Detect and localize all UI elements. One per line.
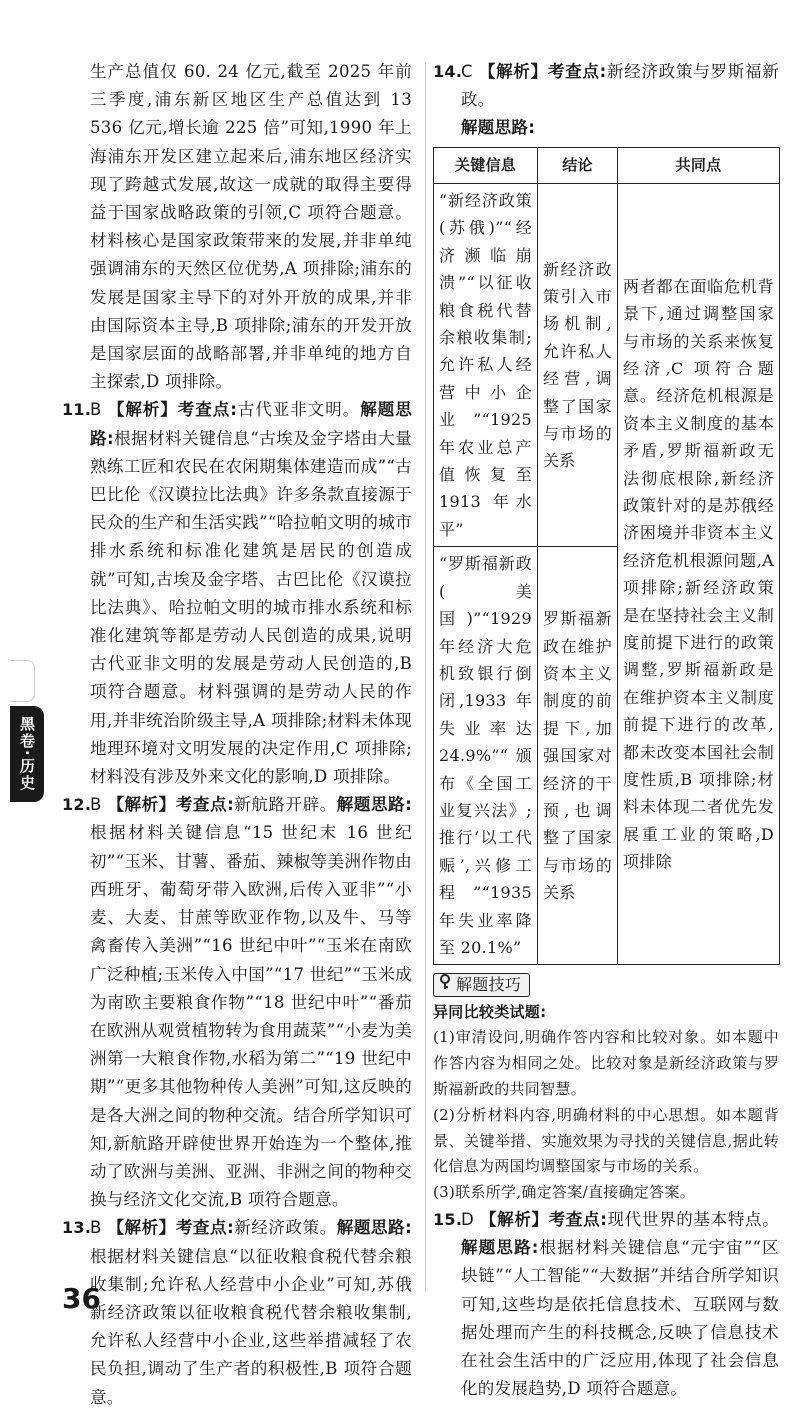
solution-text: 根据材料关键信息“元宇宙”“区块链”“人工智能”“大数据”并结合所学知识可知,这些均是依托信息技术、互联网与数据处理而产生的科技概念,反映了信息技术在社会生活中的广泛应用,体现了社会信息化的发展趋势,D 项符合题意。 xyxy=(461,1238,779,1399)
question-number: 14. xyxy=(433,62,463,81)
key-info-cell: “新经济政策(苏俄)”“经济濒临崩溃”“以征收粮食税代替余粮收集制;允许私人经营中小企业”“1925 年农业总产值恢复至 1913 年水平” xyxy=(434,184,538,547)
knowledge-point: 古代亚非文明。 xyxy=(237,400,361,420)
analysis-tag: 【解析】 xyxy=(479,1209,549,1229)
answer-letter: B xyxy=(90,1218,102,1238)
solution-text: 根据材料关键信息“以征收粮食税代替余粮收集制;允许私人经营中小企业”可知,苏俄新经济政策以征收粮食税代替余粮收集制,允许私人经营中小企业,这些举措减轻了农民负担,调动了生产者的积极性,B 项符合题意。 xyxy=(90,1246,412,1407)
solution-label: 解题思路: xyxy=(336,1218,412,1238)
question-number: 12. xyxy=(62,795,92,815)
header-common-point: 共同点 xyxy=(618,147,780,183)
question-number: 11. xyxy=(62,400,92,420)
right-column xyxy=(433,58,779,1403)
tip-body xyxy=(433,1000,779,1206)
table-row xyxy=(434,184,780,547)
key-info-cell: “罗斯福新政(美国)”“1929 年经济大危机致银行倒闭,1933 年失业率达 24.9%”“颁布《全国工业复兴法》;推行‘以工代赈’,兴修工程”“1935 年失业率降至 20.1%” xyxy=(434,547,538,965)
answer-letter: B xyxy=(90,795,102,815)
question-12 xyxy=(62,791,412,1214)
tip-label xyxy=(433,973,530,997)
side-label: 黑卷·历史 xyxy=(10,706,44,802)
knowledge-point: 新经济政策。 xyxy=(233,1218,337,1238)
tip-step-1: (1)审清设问,明确作答内容和比较对象。如本题中作答内容为相同之处。比较对象是新经济政策与罗斯福新政的共同智慧。 xyxy=(433,1028,779,1098)
question-number: 13. xyxy=(62,1218,92,1238)
knowledge-point-label: 考查点: xyxy=(177,400,238,420)
answer-letter: D xyxy=(461,1209,475,1229)
key-icon xyxy=(438,974,452,996)
conclusion-cell: 罗斯福新政在维护资本主义制度的前提下,加强国家对经济的干预,也调整了国家与市场的关系 xyxy=(538,547,618,965)
left-column xyxy=(62,58,412,1412)
question-11 xyxy=(62,396,412,791)
table-header-row xyxy=(434,147,780,183)
solution-label: 解题思路: xyxy=(336,795,412,815)
column-divider xyxy=(425,62,426,1292)
knowledge-point: 新航路开辟。 xyxy=(233,795,337,815)
solution-text: 根据材料关键信息“15 世纪末 16 世纪初”“玉米、甘薯、番茄、辣椒等美洲作物由西班牙、葡萄牙带入欧洲,后传入亚非”“小麦、大麦、甘蔗等欧亚作物,以及牛、马等禽畜传入美洲”“16 世纪中叶”“玉米在南欧广泛种植;玉米传入中国”“17 世纪”“玉米成为南欧主要粮食作物”“18 世纪中叶”“番茄在欧洲从观赏植物转为食用蔬菜”“小麦为美洲第一大粮食作物,水稻为第二”“19 世纪中期”“更多其他物种传人美洲”可知,这反映的是各大洲之间的物种交流。结合所学知识可知,新航路开辟使世界开始连为一个整体,推动了欧洲与美洲、亚洲、非洲之间的物种交换与经济文化交流,B 项符合题意。 xyxy=(90,823,412,1210)
tip-title: 异同比较类试题: xyxy=(433,1002,547,1021)
common-point-cell: 两者都在面临危机背景下,通过调整国家与市场的关系来恢复经济,C 项符合题意。经济危机根源是资本主义制度的基本矛盾,罗斯福新政无法彻底根除,新经济政策针对的是苏俄经济困境并非资本主义经济危机根源问题,A 项排除;新经济政策是在坚持社会主义制度前提下进行的政策调整,罗斯福新政是在维护资本主义制度前提下进行的改革,都未改变本国社会制度性质,B 项排除;材料未体现二者优先发展重工业的策略,D 项排除 xyxy=(618,184,780,965)
answer-letter: B xyxy=(90,400,102,420)
question-14 xyxy=(433,58,779,143)
question-number: 15. xyxy=(433,1209,463,1229)
comparison-table xyxy=(433,147,780,966)
conclusion-cell: 新经济政策引入市场机制,允许私人经营,调整了国家与市场的关系 xyxy=(538,184,618,547)
side-tab-decoration xyxy=(10,660,35,702)
analysis-tag: 【解析】 xyxy=(107,400,178,420)
knowledge-point: 新经济政策与罗斯福新政。 xyxy=(461,62,780,110)
knowledge-point-label: 考查点: xyxy=(175,1218,234,1238)
solution-label: 解题思路: xyxy=(90,400,413,448)
header-conclusion: 结论 xyxy=(538,147,618,183)
solution-label: 解题思路: xyxy=(461,1238,539,1258)
knowledge-point-label: 考查点: xyxy=(548,1209,608,1229)
header-key-info: 关键信息 xyxy=(434,147,538,183)
analysis-tag: 【解析】 xyxy=(107,795,176,815)
analysis-tag: 【解析】 xyxy=(107,1218,176,1238)
solution-text: 根据材料关键信息“古埃及金字塔由大量熟练工匠和农民在农闲期集体建造而成”“古巴比伦《汉谟拉比法典》许多条款直接源于民众的生产和生活实践”“哈拉帕文明的城市排水系统和标准化建筑是居民的创造成就”可知,古埃及金字塔、古巴比伦《汉谟拉比法典》、哈拉帕文明的城市排水系统和标准化建筑等都是劳动人民创造的成果,说明古代亚非文明的发展是劳动人民创造的,B 项符合题意。材料强调的是劳动人民的作用,并非统治阶级主导,A 项排除;材料未体现地理环境对文明发展的决定作用,C 项排除;材料没有涉及外来文化的影响,D 项排除。 xyxy=(90,428,413,787)
tip-step-3: (3)联系所学,确定答案/直接确定答案。 xyxy=(433,1183,696,1202)
question-13 xyxy=(62,1214,412,1411)
answer-letter: C xyxy=(461,62,473,81)
question-15 xyxy=(433,1206,779,1403)
knowledge-point-label: 考查点: xyxy=(547,62,607,81)
question-10-continuation: 生产总值仅 60. 24 亿元,截至 2025 年前三季度,浦东新区地区生产总值达到 13 536 亿元,增长逾 225 倍”可知,1990 年上海浦东开发区建立起来后,浦东地区经济实现了跨越式发展,故这一成就的取得主要得益于国家战略政策的引领,C 项符合题意。材料核心是国家政策带来的发展,并非单纯强调浦东的天然区位优势,A 项排除;浦东的发展是国家主导下的对外开放的成果,并非由国际资本主导,B 项排除;浦东的开发开放是国家层面的战略部署,并非单纯的地方自主探索,D 项排除。 xyxy=(90,62,412,392)
knowledge-point: 现代世界的基本特点。 xyxy=(607,1209,780,1229)
page-number: 36 xyxy=(62,1282,101,1315)
tip-label-text: 解题技巧 xyxy=(456,975,522,995)
tip-step-2: (2)分析材料内容,明确材料的中心思想。如本题背景、关键举措、实施效果为寻找的关键信息,据此转化信息为两国均调整国家与市场的关系。 xyxy=(433,1105,779,1176)
analysis-tag: 【解析】 xyxy=(478,62,548,81)
knowledge-point-label: 考查点: xyxy=(175,795,234,815)
solution-label: 解题思路: xyxy=(461,118,536,138)
